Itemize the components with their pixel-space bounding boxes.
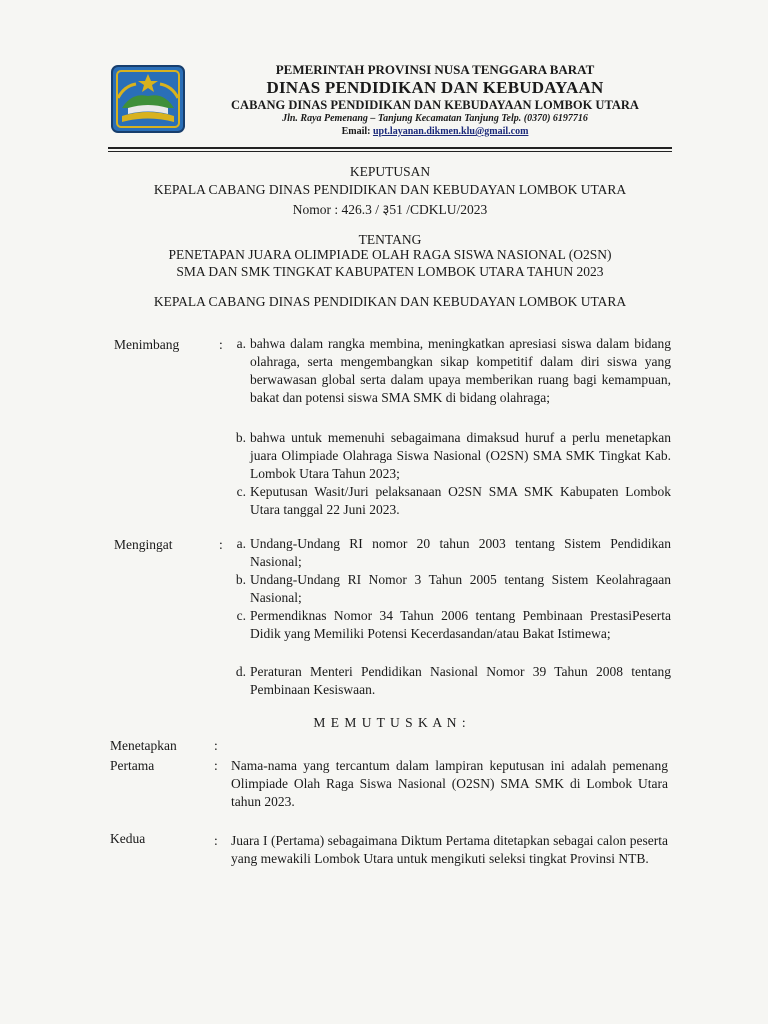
mengingat-label: Mengingat: [114, 537, 173, 552]
letterhead-divider: [108, 147, 672, 149]
mengingat-colon: :: [219, 537, 223, 552]
pertama-text: Nama-nama yang tercantum dalam lampiran keputusan ini adalah pemenang Olimpiade Olah Raga Siswa Nasional (O2SN) SMA SMK di Lombok Utara tahun 2023.: [231, 758, 668, 809]
decision-heading: M E M U T U S K A N :: [313, 715, 467, 730]
letterhead-email-line: [190, 126, 680, 137]
item-text: bahwa untuk memenuhi sebagaimana dimaksud huruf a perlu menetapkan juara Olimpiade Olahraga Siswa Nasional (O2SN) SMA SMK Tingkat Kab. Lombok Utara Tahun 2023;: [250, 430, 671, 481]
email-link[interactable]: upt.layanan.dikmen.klu@gmail.com: [372, 126, 529, 137]
item-marker: a.: [236, 536, 246, 551]
menetapkan-colon: :: [214, 738, 218, 753]
mengingat-item-b: [226, 571, 671, 607]
pertama-colon: :: [214, 758, 218, 773]
item-text: Undang-Undang RI nomor 20 tahun 2003 tentang Sistem Pendidikan Nasional;: [250, 536, 671, 569]
menetapkan-label: Menetapkan: [110, 738, 177, 753]
item-marker: a.: [236, 336, 246, 351]
menimbang-item-c: [226, 483, 671, 519]
letterhead-government: PEMERINTAH PROVINSI NUSA TENGGARA BARAT: [275, 62, 595, 77]
item-marker: d.: [235, 664, 246, 679]
kedua-label: Kedua: [110, 831, 146, 846]
letterhead-agency: DINAS PENDIDIKAN DAN KEBUDAYAAN: [266, 78, 604, 97]
item-text: Peraturan Menteri Pendidikan Nasional Nomor 39 Tahun 2008 tentang Pembinaan Kesiswaan.: [250, 664, 671, 697]
decree-heading: KEPUTUSAN: [349, 164, 431, 179]
kedua-colon: :: [214, 833, 218, 848]
mengingat-item-c: [226, 607, 671, 643]
menimbang-item-b: [226, 429, 671, 483]
item-text: Permendiknas Nomor 34 Tahun 2006 tentang Pembinaan PrestasiPeserta Didik yang Memiliki Potensi Kecerdasandan/atau Bakat Istimewa;: [250, 608, 671, 641]
menimbang-colon: :: [219, 337, 223, 352]
item-marker: b.: [235, 572, 246, 587]
pertama-label: Pertama: [110, 758, 155, 773]
mengingat-item-a: [226, 535, 671, 571]
decree-issuer: KEPALA CABANG DINAS PENDIDIKAN DAN KEBUDAYAN LOMBOK UTARA: [153, 182, 627, 197]
item-text: Keputusan Wasit/Juri pelaksanaan O2SN SMA SMK Kabupaten Lombok Utara tanggal 22 Juni 2023.: [250, 484, 671, 517]
menimbang-label: Menimbang: [114, 337, 180, 352]
subject-line-1: PENETAPAN JUARA OLIMPIADE OLAH RAGA SISWA NASIONAL (O2SN): [168, 247, 612, 262]
letterhead-divider-thin: [108, 151, 672, 152]
item-marker: b.: [235, 430, 246, 445]
mengingat-item-d: [226, 663, 671, 699]
about-heading: TENTANG: [358, 232, 422, 247]
issuer-repeat: KEPALA CABANG DINAS PENDIDIKAN DAN KEBUDAYAN LOMBOK UTARA: [153, 294, 627, 309]
email-label: Email:: [341, 126, 371, 137]
subject-line-2: SMA DAN SMK TINGKAT KABUPATEN LOMBOK UTARA TAHUN 2023: [176, 264, 604, 279]
item-marker: c.: [236, 608, 246, 623]
item-text: Undang-Undang RI Nomor 3 Tahun 2005 tentang Sistem Keolahragaan Nasional;: [250, 572, 671, 605]
decree-number: Nomor : 426.3 / ३51 /CDKLU/2023: [292, 202, 488, 217]
item-marker: c.: [236, 484, 246, 499]
letterhead-branch: CABANG DINAS PENDIDIKAN DAN KEBUDAYAAN LOMBOK UTARA: [231, 98, 639, 112]
menimbang-item-a: [226, 335, 671, 407]
item-text: bahwa dalam rangka membina, meningkatkan apresiasi siswa dalam bidang olahraga, serta mengembangkan sikap kompetitif dalam diri siswa yang berwawasan global serta dalam upaya memberikan ruang bagi kemampuan, bakat dan potensi siswa SMA SMK di bidang olahraga;: [250, 336, 671, 405]
kedua-text: Juara I (Pertama) sebagaimana Diktum Pertama ditetapkan sebagai calon peserta yang mewakili Lombok Utara untuk mengikuti seleksi tingkat Provinsi NTB.: [231, 833, 668, 866]
letterhead-address: Jln. Raya Pemenang – Tanjung Kecamatan Tanjung Telp. (0370) 6197716: [282, 113, 588, 124]
provincial-emblem-icon: [108, 62, 188, 136]
